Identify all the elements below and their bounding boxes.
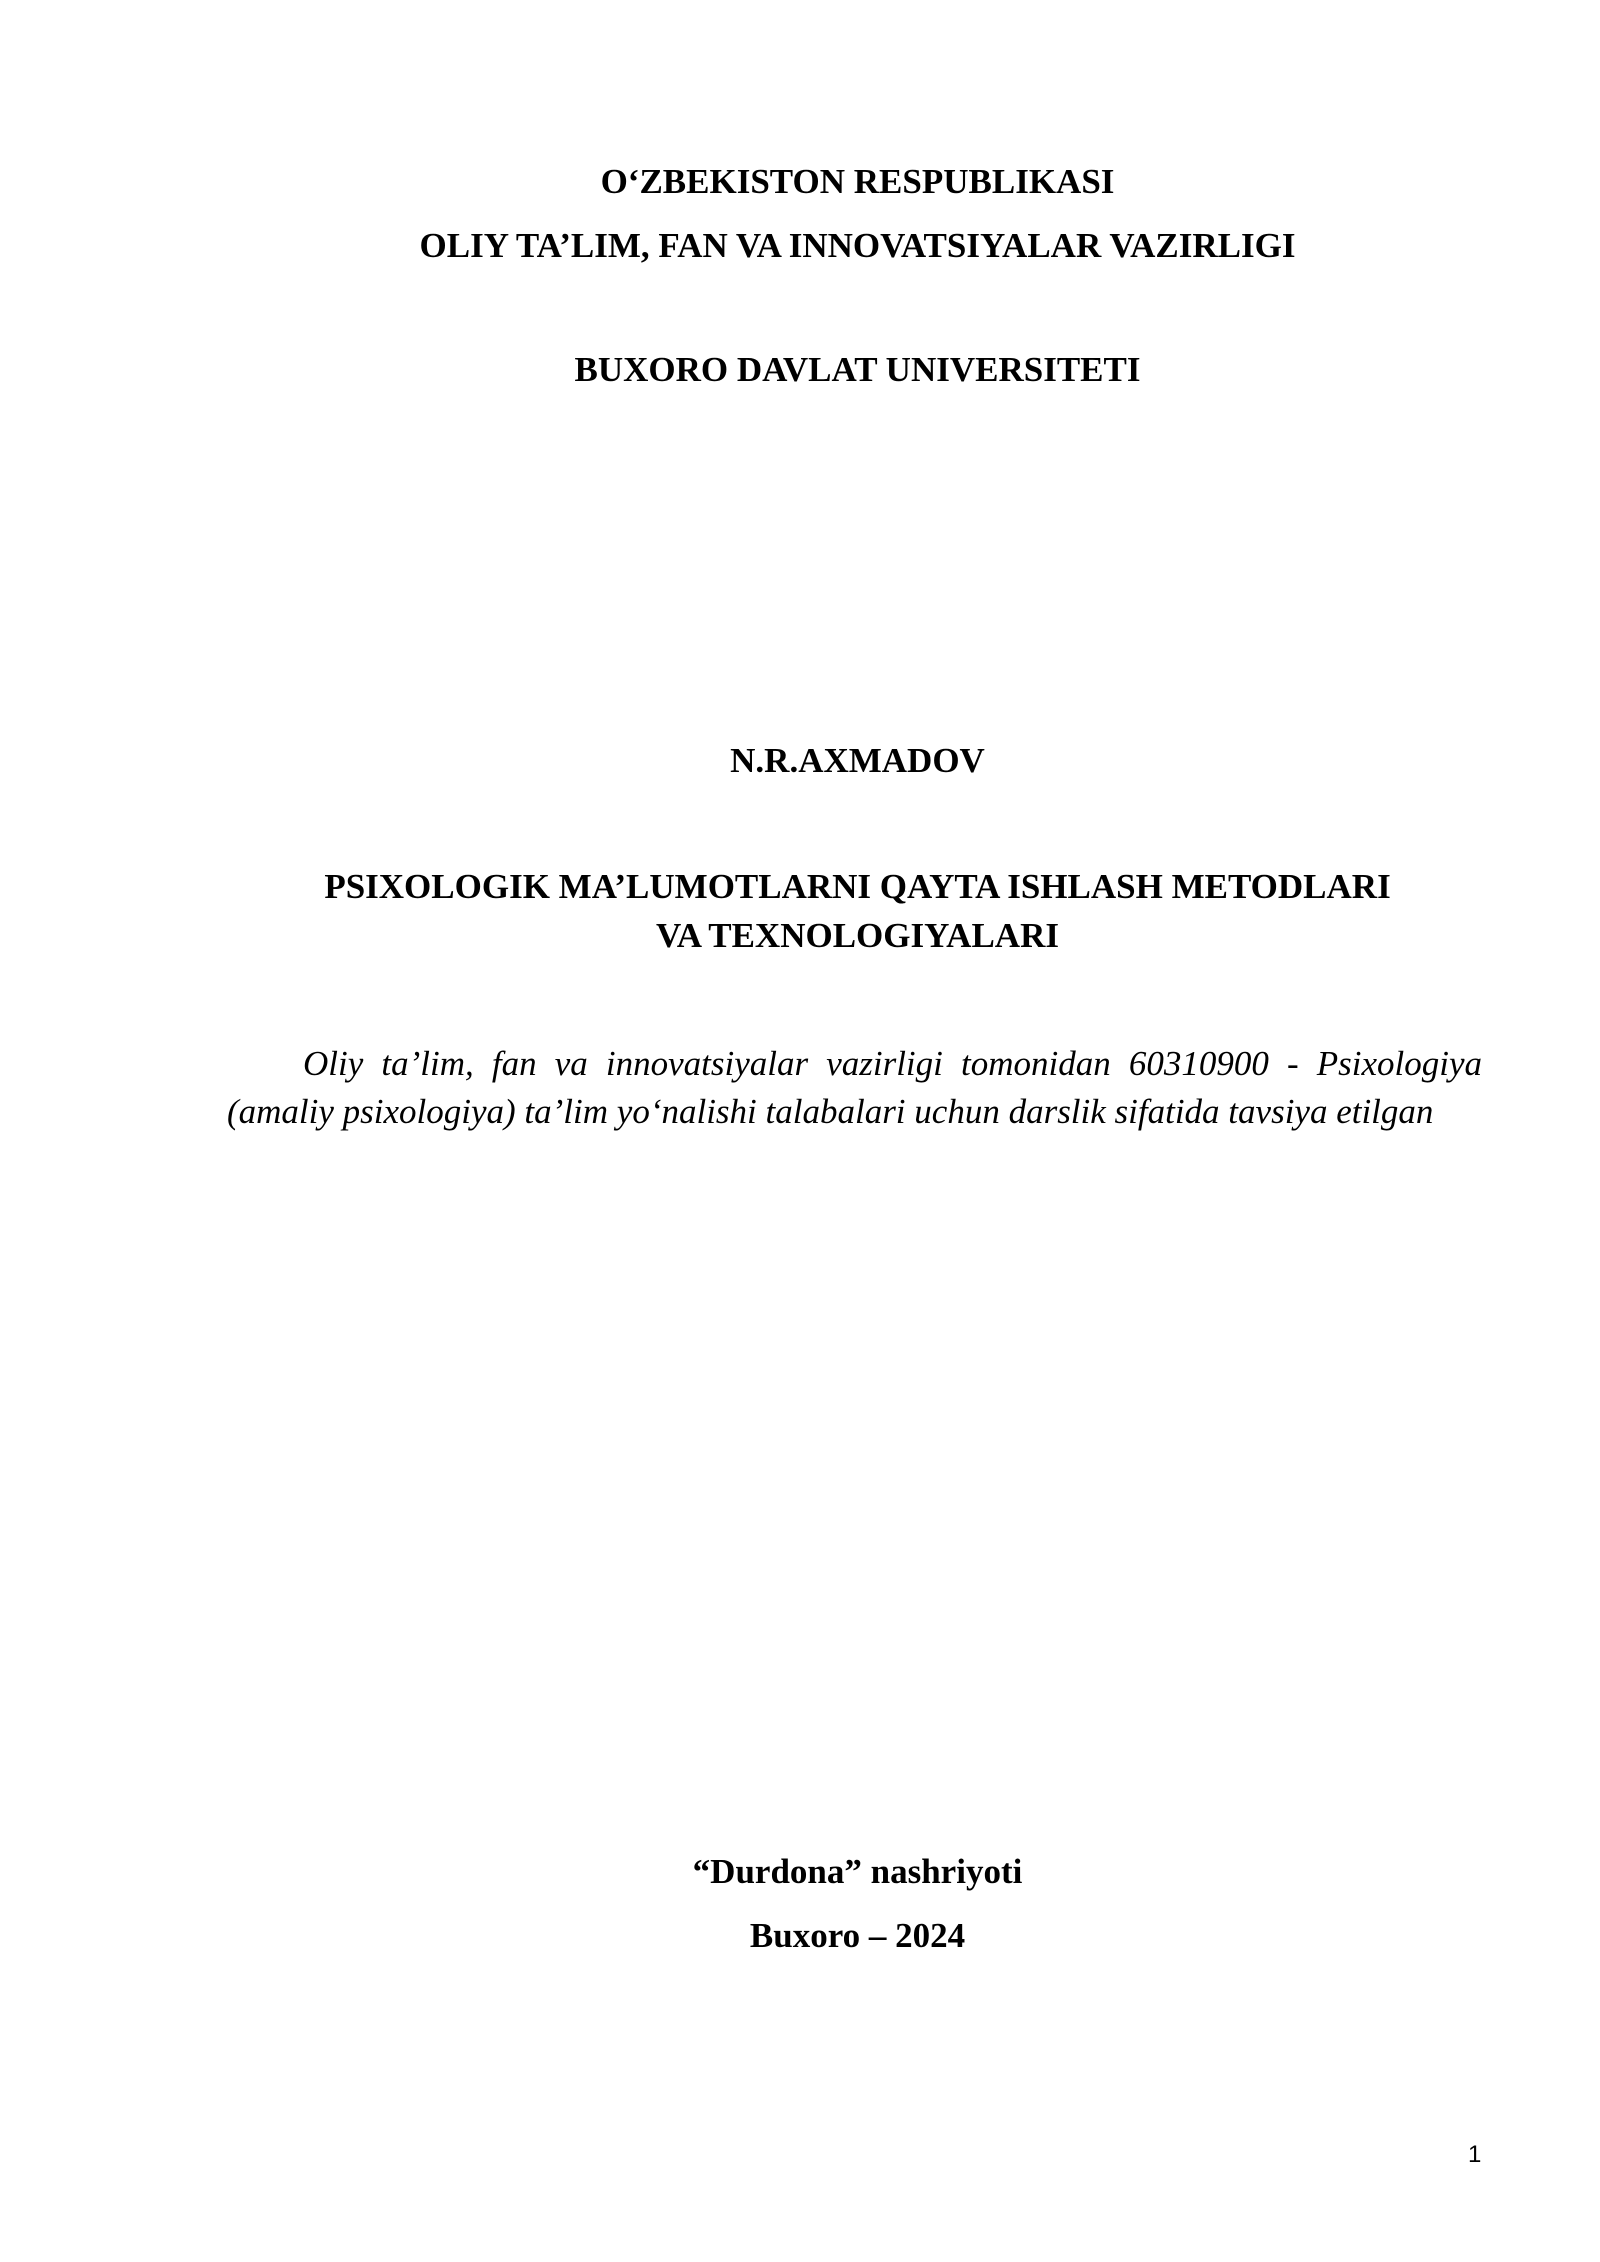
page-number: 1 (1468, 2141, 1482, 2168)
republic-title: O‘ZBEKISTON RESPUBLIKASI (600, 162, 1115, 201)
approval-note: Oliy ta’lim, fan va innovatsiyalar vazirligi tomonidan 60310900 - Psixologiya (amaliy psixologiya) ta’lim yo‘nalishi talabalari uchun darslik sifatida tavsiya etilgan (227, 1044, 1482, 1131)
institution-header (0, 150, 1600, 278)
publication-info (0, 1840, 1600, 1968)
book-title-line-2: VA TEXNOLOGIYALARI (656, 916, 1059, 955)
author-name: N.R.AXMADOV (730, 741, 985, 780)
ministry-title: OLIY TA’LIM, FAN VA INNOVATSIYALAR VAZIRLIGI (419, 226, 1296, 265)
publisher-name: “Durdona” nashriyoti (692, 1852, 1023, 1891)
university-title: BUXORO DAVLAT UNIVERSITETI (574, 350, 1141, 389)
city-year: Buxoro – 2024 (749, 1916, 966, 1955)
book-title-line-1: PSIXOLOGIK MA’LUMOTLARNI QAYTA ISHLASH METODLARI (324, 867, 1391, 906)
book-title (0, 862, 1600, 960)
